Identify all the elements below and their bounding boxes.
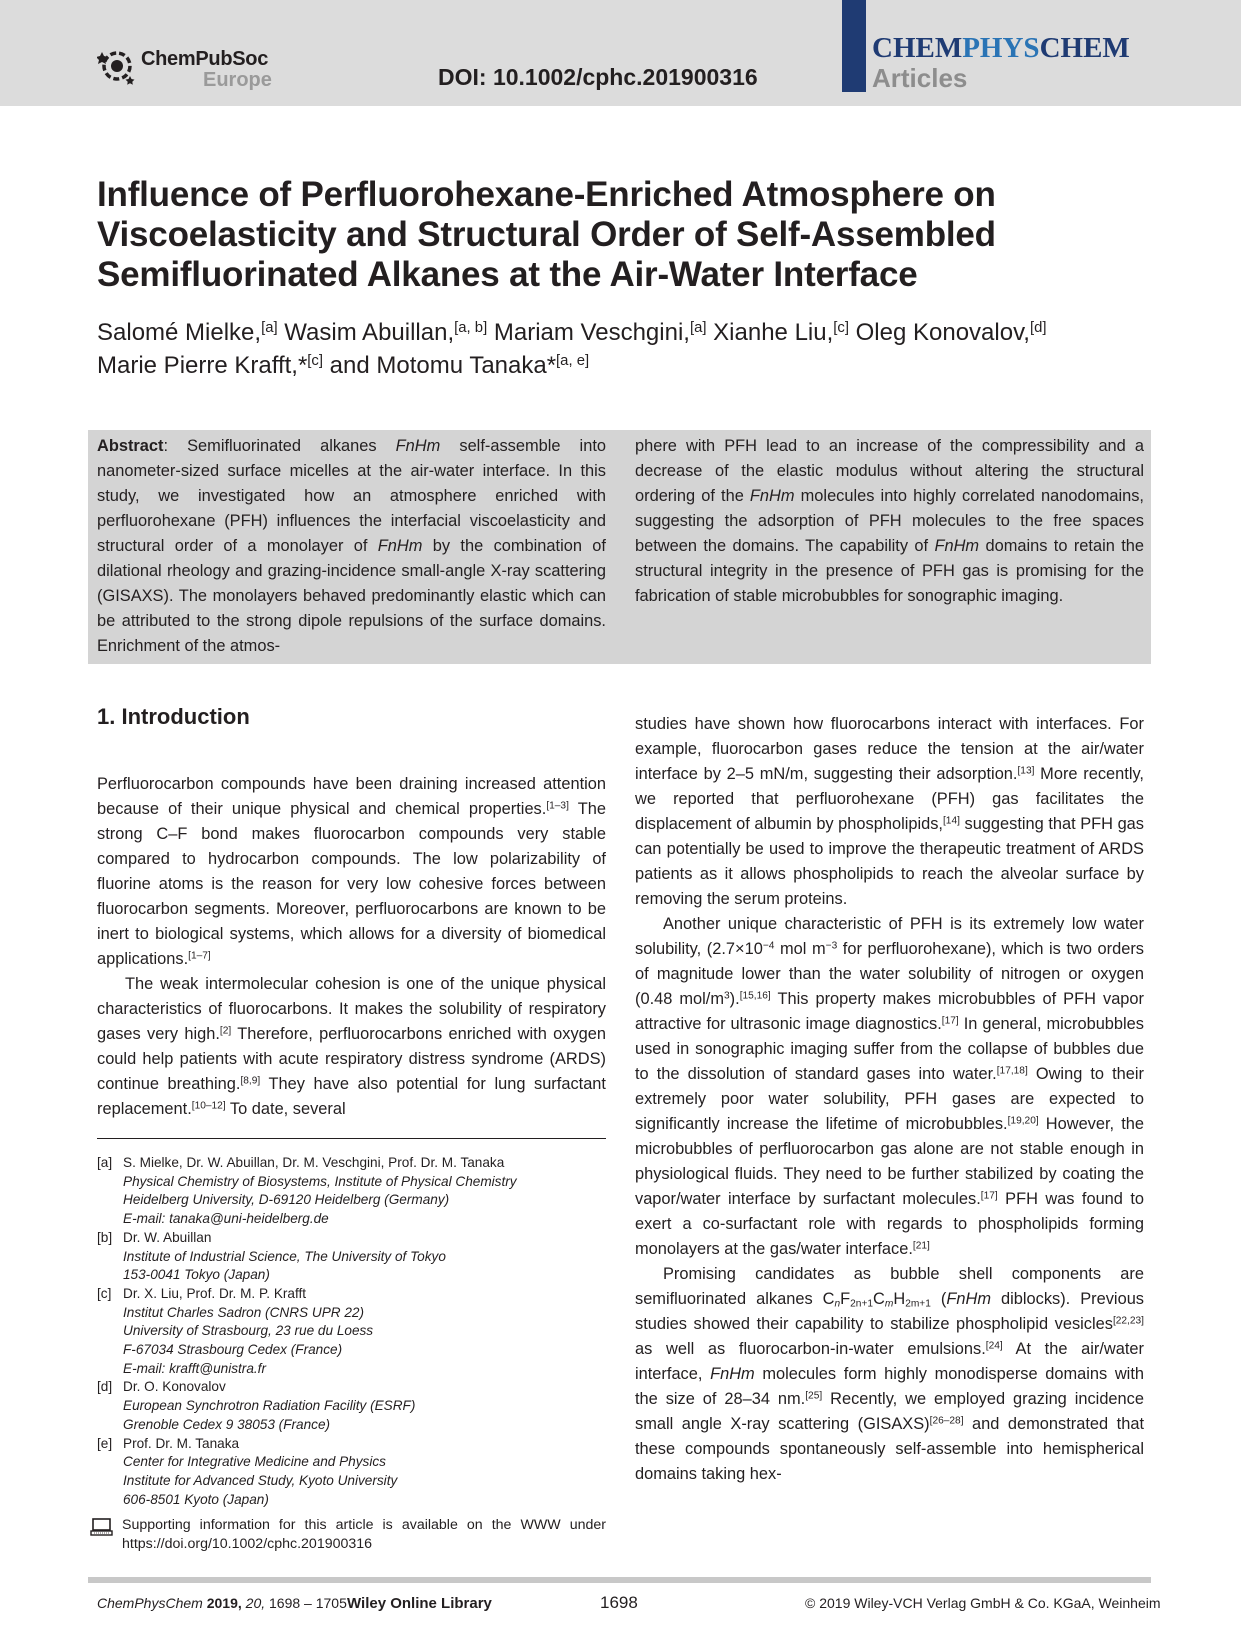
footnote-key: [c]	[97, 1285, 112, 1301]
footnote-line: 606-8501 Kyoto (Japan)	[123, 1491, 269, 1507]
citation[interactable]: [17]	[941, 1015, 959, 1027]
body-text: Perfluorocarbon compounds have been draining increased attention because of their unique physical and chemical properties.	[97, 775, 606, 818]
body-text: Owing to their extremely poor water solubility, PFH gases are expected to significantly increase the lifetime of microbubbles.	[635, 1065, 1144, 1133]
body-text: PFH was found to exert a co-surfactant role with regards to phospholipids forming monolayers at the gas/water interface.	[635, 1190, 1144, 1258]
body-text: diblocks). Previous studies showed their capability to stabilize phospholipid vesicles	[635, 1290, 1144, 1333]
journal-citation	[97, 1595, 347, 1611]
body-text: Another unique characteristic of PFH is its extremely low water solubility, (2.7×10	[635, 915, 1144, 958]
footnote-line: Institut Charles Sadron (CNRS UPR 22)	[123, 1304, 364, 1320]
body-text: Therefore, perfluorocarbons enriched with oxygen could help patients with acute respiratory distress syndrome (ARDS) continue breathing.	[97, 1025, 606, 1093]
citation[interactable]: [24]	[985, 1340, 1003, 1352]
author-name: Xianhe Liu,	[713, 319, 834, 346]
abstract-label: Abstract	[97, 437, 164, 455]
formula-element: H	[893, 1290, 906, 1308]
paragraph	[635, 912, 1144, 1262]
citation[interactable]: [1–3]	[546, 800, 569, 812]
journal-name-part: CHEM	[1039, 32, 1130, 64]
footer-journal: ChemPhysChem	[97, 1595, 203, 1611]
abstract-text: molecules into highly correlated nanodomains, suggesting the adsorption of PFH molecules to the free spaces between the domains. The capability of	[635, 487, 1144, 555]
compound-name: FnHm	[946, 1290, 991, 1308]
footer-year: 2019,	[206, 1595, 242, 1611]
footnote-line: F-67034 Strasbourg Cedex (France)	[123, 1342, 343, 1358]
journal-name[interactable]	[872, 32, 1130, 65]
chempubsoc-logo[interactable]	[97, 44, 287, 96]
body-text: and demonstrated that these compounds spontaneously self-assemble into hemispherical domains taking hex-	[635, 1415, 1144, 1483]
abstract-text: by the combination of dilational rheology and grazing-incidence small-angle X-ray scattering (GISAXS). The monolayers behaved predominantly elastic which can be attributed to the strong dipole repulsions of the surface domains. Enrichment of the atmos-	[97, 537, 606, 655]
body-text: They have also potential for lung surfactant replacement.	[97, 1075, 606, 1118]
footnote-key: [d]	[97, 1379, 113, 1395]
footnote-line: European Synchrotron Radiation Facility (ESRF)	[123, 1398, 416, 1414]
formula-index: m	[884, 1298, 894, 1310]
abstract-left-column	[97, 434, 606, 659]
compound-name: FnHm	[934, 537, 980, 555]
body-text: Promising candidates as bubble shell components are semifluorinated alkanes C	[635, 1265, 1144, 1308]
footer-volume: 20,	[245, 1595, 266, 1611]
formula-index: n	[834, 1298, 841, 1310]
citation[interactable]: [26–28]	[929, 1415, 964, 1427]
page-number: 1698	[600, 1593, 638, 1612]
citation[interactable]: [8,9]	[240, 1075, 261, 1087]
abstract-text: domains to retain the structural integrity in the presence of PFH gas is promising for the fabrication of stable microbubbles for sonographic imaging.	[635, 537, 1144, 605]
footnote-key: [a]	[97, 1155, 113, 1170]
citation[interactable]: [15,16]	[739, 990, 771, 1002]
exponent: −3	[825, 940, 838, 952]
body-text: In general, microbubbles used in sonographic imaging suffer from the collapse of bubbles due to the dissolution of standard gases into water.	[635, 1015, 1144, 1083]
body-text: (	[930, 1290, 947, 1308]
footnote-line: Grenoble Cedex 9 38053 (France)	[123, 1416, 331, 1432]
article-title	[97, 175, 1157, 295]
paragraph	[635, 712, 1144, 912]
affiliation-marker: [a]	[261, 319, 278, 336]
affiliation-marker: [a]	[689, 319, 707, 336]
footnote-line: University of Strasbourg, 23 rue du Loess	[123, 1323, 374, 1339]
brand-accent-bar	[842, 0, 866, 92]
abstract-text: self-assemble into nanometer-sized surface micelles at the air-water interface. In this study, we investigated how an atmosphere enriched with perfluorohexane (PFH) influences the interfacial viscoelasticity and structural order of a monolayer of	[97, 437, 606, 555]
star-ring-icon	[97, 46, 137, 86]
citation[interactable]: [22,23]	[1112, 1315, 1144, 1327]
footnote-line: Institute for Advanced Study, Kyoto University	[123, 1472, 398, 1488]
citation[interactable]: [19,20]	[1007, 1115, 1039, 1127]
copyright-notice: © 2019 Wiley-VCH Verlag GmbH & Co. KGaA, Weinheim	[805, 1595, 1161, 1611]
footnote-item	[97, 1435, 617, 1510]
formula-subscript: 2m+1	[905, 1298, 931, 1310]
abstract-text: : Semifluorinated alkanes	[163, 437, 396, 455]
wiley-online-library-link[interactable]: Wiley Online Library	[347, 1595, 492, 1612]
footnote-line: Dr. O. Konovalov	[123, 1379, 226, 1395]
paragraph	[97, 772, 606, 972]
citation[interactable]: [14]	[942, 815, 960, 827]
body-text: This property makes microbubbles of PFH vapor attractive for ultrasonic image diagnostics.	[635, 990, 1144, 1033]
author-list	[97, 316, 1157, 382]
compound-name: FnHm	[395, 437, 441, 455]
affiliation-marker: [a, b]	[454, 319, 488, 336]
formula-element: F	[840, 1290, 851, 1308]
citation[interactable]: [10–12]	[191, 1100, 226, 1112]
body-text: for perfluorohexane), which is two orders of magnitude lower than the water solubility of nitrogen or oxygen (0.48 mol/m	[635, 940, 1144, 1008]
footer-divider	[88, 1577, 1151, 1583]
citation[interactable]: [21]	[912, 1240, 930, 1252]
footnote-line: Physical Chemistry of Biosystems, Institute of Physical Chemistry	[123, 1173, 517, 1189]
abstract-right-column	[635, 434, 1144, 609]
footnote-line: S. Mielke, Dr. W. Abuillan, Dr. M. Veschgini, Prof. Dr. M. Tanaka	[123, 1155, 505, 1170]
footer-pages: 1698 – 1705	[269, 1595, 347, 1611]
affiliation-marker: [d]	[1029, 319, 1047, 336]
affiliation-footnotes	[97, 1154, 617, 1509]
footnote-email[interactable]: E-mail: tanaka@uni-heidelberg.de	[123, 1211, 329, 1227]
computer-icon	[90, 1518, 113, 1536]
journal-name-part: PHYS	[962, 32, 1040, 64]
citation[interactable]: [17]	[980, 1190, 998, 1202]
body-text: The strong C–F bond makes fluorocarbon compounds very stable compared to hydrocarbon compounds. The low polarizability of fluorine atoms is the reason for very low cohesive forces between fluorocarbon segments. Moreover, perfluorocarbons are known to be inert to biological systems, which allows for a diversity of biomedical applications.	[97, 800, 606, 968]
footnote-line: Heidelberg University, D-69120 Heidelberg (Germany)	[123, 1192, 450, 1208]
body-text: To date, several	[225, 1100, 346, 1118]
footnote-item	[97, 1154, 617, 1229]
citation[interactable]: [17,18]	[996, 1065, 1028, 1077]
affiliation-marker: [a, e]	[556, 352, 590, 369]
footnote-line: Center for Integrative Medicine and Physics	[123, 1454, 386, 1470]
abstract-box	[88, 430, 1151, 664]
body-left-column	[97, 772, 606, 1122]
author-name: and Motomu Tanaka*	[329, 352, 557, 379]
supporting-info-text[interactable]: Supporting information for this article is available on the WWW under https://doi.org/10.1002/cphc.201900316	[122, 1517, 606, 1552]
footnote-divider	[97, 1138, 606, 1139]
supporting-information-note	[97, 1516, 606, 1554]
compound-name: FnHm	[749, 487, 795, 505]
affiliation-marker: [c]	[833, 319, 849, 336]
footnote-key: [b]	[97, 1229, 113, 1245]
footnote-line: Dr. W. Abuillan	[123, 1229, 212, 1245]
body-text: ).	[729, 990, 740, 1008]
article-type: Articles	[872, 63, 968, 93]
citation[interactable]: [25]	[805, 1390, 823, 1402]
logo-text-europe: Europe	[203, 69, 272, 91]
footnote-line: 153-0041 Tokyo (Japan)	[123, 1267, 270, 1283]
author-name: Salomé Mielke,	[97, 319, 262, 346]
formula-subscript: 2n+1	[850, 1298, 874, 1310]
logo-text-chempubsoc: ChemPubSoc	[141, 48, 269, 70]
affiliation-marker: [c]	[307, 352, 323, 369]
body-text: Recently, we employed grazing incidence small angle X-ray scattering (GISAXS)	[635, 1390, 1144, 1433]
body-text: At the air/water interface,	[635, 1340, 1144, 1383]
section-heading: 1. Introduction	[97, 704, 250, 729]
footnote-key: [e]	[97, 1435, 113, 1451]
citation[interactable]: [1–7]	[188, 950, 211, 962]
author-name: Mariam Veschgini,	[493, 319, 690, 346]
abstract-text: phere with PFH lead to an increase of the compressibility and a decrease of the elastic modulus without altering the structural ordering of the	[635, 437, 1144, 505]
author-name: Marie Pierre Krafft,*	[97, 352, 308, 379]
citation[interactable]: [13]	[1017, 765, 1035, 777]
exponent: −4	[762, 940, 775, 952]
footnote-item	[97, 1285, 617, 1379]
doi-label[interactable]: DOI: 10.1002/cphc.201900316	[438, 64, 758, 90]
body-text: as well as fluorocarbon-in-water emulsions.	[635, 1340, 986, 1358]
body-text: The weak intermolecular cohesion is one of the unique physical characteristics of fluorocarbons. It makes the solubility of respiratory gases very high.	[97, 975, 606, 1043]
title-line: Viscoelasticity and Structural Order of Self-Assembled	[97, 215, 996, 254]
footnote-email[interactable]: E-mail: krafft@unistra.fr	[123, 1360, 266, 1376]
title-line: Influence of Perfluorohexane-Enriched Atmosphere on	[97, 175, 996, 214]
body-text: More recently, we reported that perfluorohexane (PFH) gas facilitates the displacement of albumin by phospholipids,	[635, 765, 1144, 833]
footnote-line: Prof. Dr. M. Tanaka	[123, 1435, 240, 1451]
author-name: Oleg Konovalov,	[855, 319, 1030, 346]
body-text: studies have shown how fluorocarbons interact with interfaces. For example, fluorocarbon gases reduce the tension at the air/water interface by 2–5 mN/m, suggesting their adsorption.	[635, 715, 1144, 783]
journal-name-part: CHEM	[872, 32, 963, 64]
paragraph	[97, 972, 606, 1122]
body-text: mol m	[774, 940, 826, 958]
formula-element: C	[873, 1290, 885, 1308]
footnote-item	[97, 1378, 617, 1434]
body-text: molecules form highly monodisperse domains with the size of 28–34 nm.	[635, 1365, 1144, 1408]
citation[interactable]: [2]	[219, 1025, 232, 1037]
author-name: Wasim Abuillan,	[284, 319, 455, 346]
exponent: 3	[724, 990, 730, 1002]
body-text: However, the microbubbles of perfluorocarbon gas alone are not stable enough in physiological fluids. They need to be further stabilized by coating the vapor/water interface by surfactant molecules.	[635, 1115, 1144, 1208]
footnote-line: Institute of Industrial Science, The University of Tokyo	[123, 1248, 446, 1264]
paragraph	[635, 1262, 1144, 1487]
footnote-item	[97, 1229, 617, 1285]
journal-header	[0, 0, 1241, 106]
title-line: Semifluorinated Alkanes at the Air-Water Interface	[97, 255, 918, 294]
compound-name: FnHm	[710, 1365, 755, 1383]
compound-name: FnHm	[377, 537, 423, 555]
footnote-line: Dr. X. Liu, Prof. Dr. M. P. Krafft	[123, 1285, 307, 1301]
body-text: suggesting that PFH gas can potentially be used to improve the therapeutic treatment of ARDS patients as it allows phospholipids to reach the alveolar surface by removing the serum proteins.	[635, 815, 1144, 908]
body-right-column	[635, 712, 1144, 1487]
